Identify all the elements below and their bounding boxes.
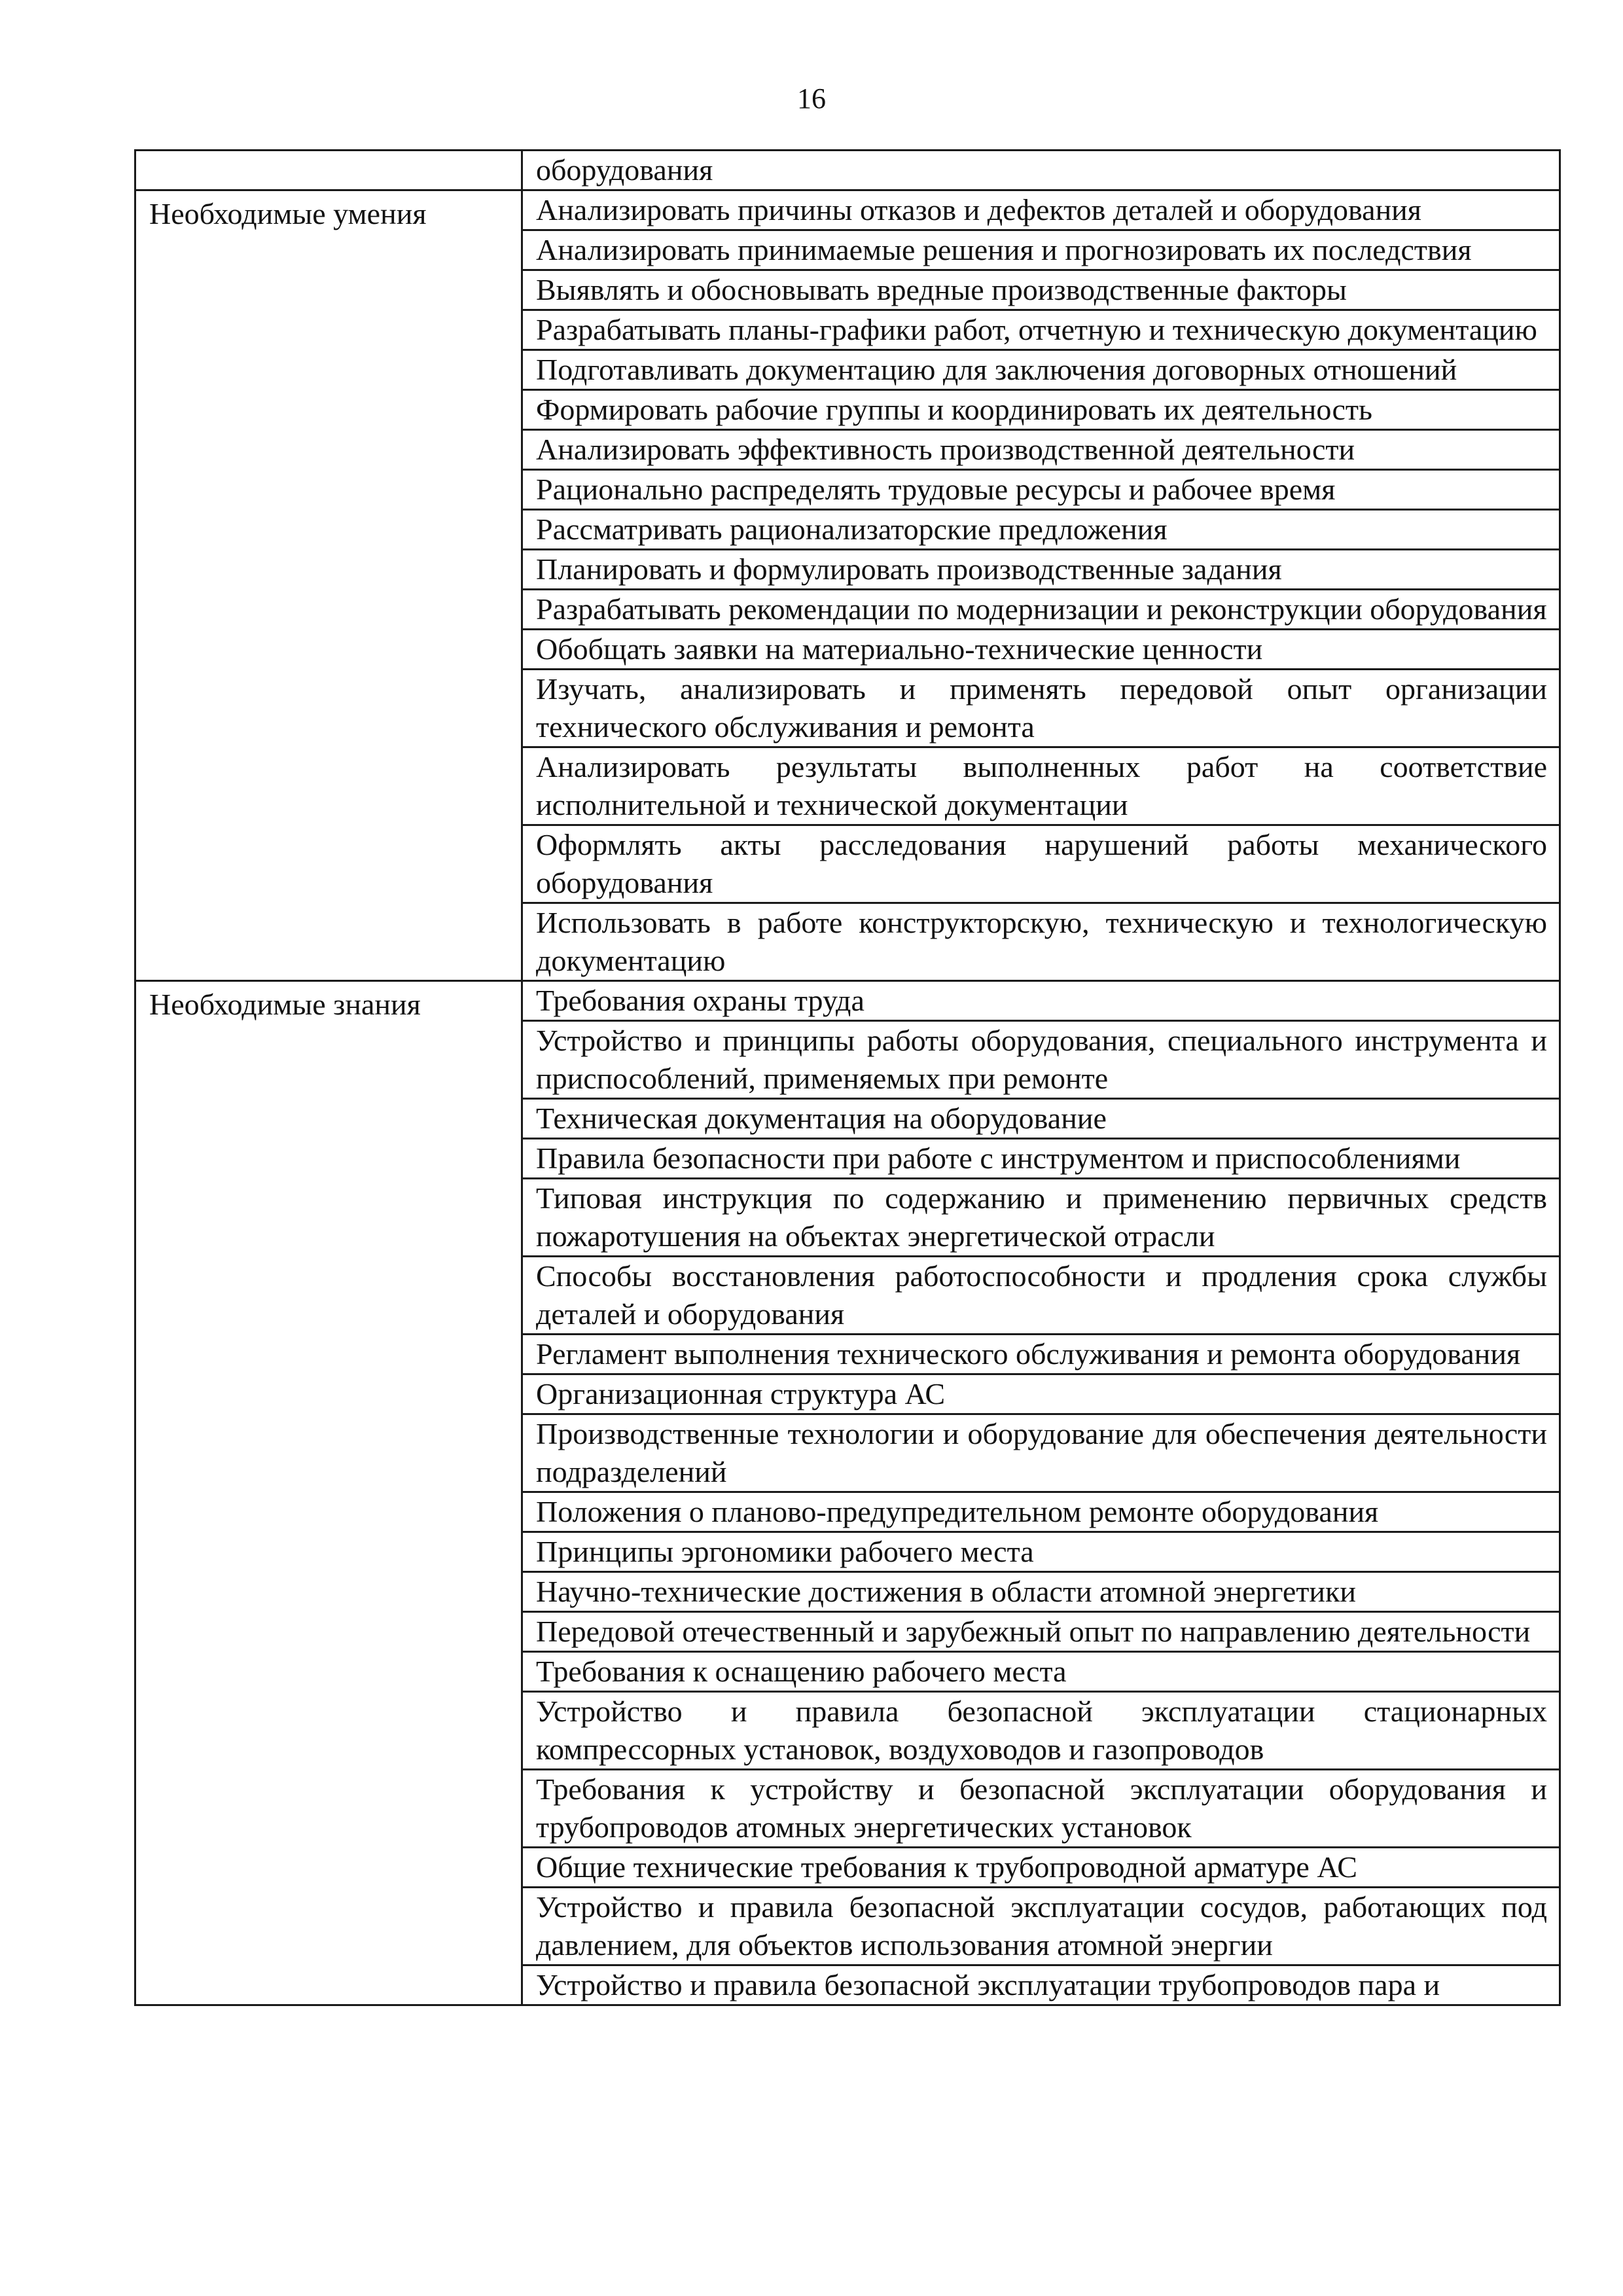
section-label: Необходимые знания — [149, 988, 421, 1021]
requirement-item: Обобщать заявки на материально-технические ценности — [522, 630, 1560, 670]
requirement-item: Требования охраны труда — [522, 981, 1560, 1021]
requirement-item: Устройство и правила безопасной эксплуатации стационарных компрессорных установок, воздуховодов и газопроводов — [522, 1692, 1560, 1770]
requirement-item: Изучать, анализировать и применять передовой опыт организации технического обслуживания и ремонта — [522, 670, 1560, 747]
section-label: Необходимые умения — [149, 197, 427, 230]
section-label-cell — [135, 151, 522, 190]
requirement-item: Типовая инструкция по содержанию и применению первичных средств пожаротушения на объектах энергетической отрасли — [522, 1179, 1560, 1257]
table-row — [135, 151, 1560, 190]
page-number: 16 — [797, 82, 826, 115]
requirement-item: Выявлять и обосновывать вредные производственные факторы — [522, 270, 1560, 310]
requirement-item: Регламент выполнения технического обслуживания и ремонта оборудования — [522, 1335, 1560, 1374]
requirement-item: Передовой отечественный и зарубежный опыт по направлению деятельности — [522, 1612, 1560, 1652]
requirement-item: Требования к устройству и безопасной эксплуатации оборудования и трубопроводов атомных энергетических установок — [522, 1770, 1560, 1848]
requirement-item: Рационально распределять трудовые ресурсы и рабочее время — [522, 470, 1560, 510]
requirement-item: Положения о планово-предупредительном ремонте оборудования — [522, 1492, 1560, 1532]
requirement-item: Принципы эргономики рабочего места — [522, 1532, 1560, 1572]
table-row — [135, 981, 1560, 1021]
requirement-item: Требования к оснащению рабочего места — [522, 1652, 1560, 1692]
requirement-item: Организационная структура АС — [522, 1374, 1560, 1414]
requirement-item: Рассматривать рационализаторские предложения — [522, 510, 1560, 550]
requirements-table — [134, 149, 1561, 2006]
requirement-item: Производственные технологии и оборудование для обеспечения деятельности подразделений — [522, 1414, 1560, 1492]
table-row — [135, 190, 1560, 230]
requirement-item: Оформлять акты расследования нарушений работы механического оборудования — [522, 825, 1560, 903]
requirement-item: Подготавливать документацию для заключения договорных отношений — [522, 350, 1560, 390]
requirement-item: Разрабатывать рекомендации по модернизации и реконструкции оборудования — [522, 590, 1560, 630]
requirement-item: Формировать рабочие группы и координировать их деятельность — [522, 390, 1560, 430]
requirement-item: Анализировать причины отказов и дефектов деталей и оборудования — [522, 190, 1560, 230]
requirement-item: Устройство и правила безопасной эксплуатации трубопроводов пара и — [522, 1965, 1560, 2005]
requirement-item: Правила безопасности при работе с инструментом и приспособлениями — [522, 1139, 1560, 1179]
requirement-item: Анализировать принимаемые решения и прогнозировать их последствия — [522, 230, 1560, 270]
requirements-table-body — [135, 151, 1560, 2005]
requirement-item: Устройство и принципы работы оборудования, специального инструмента и приспособлений, применяемых при ремонте — [522, 1021, 1560, 1099]
requirement-item: Разрабатывать планы-графики работ, отчетную и техническую документацию — [522, 310, 1560, 350]
requirement-item: Общие технические требования к трубопроводной арматуре АС — [522, 1848, 1560, 1888]
requirement-item: Анализировать эффективность производственной деятельности — [522, 430, 1560, 470]
section-label — [149, 151, 509, 155]
requirement-item: Научно-технические достижения в области атомной энергетики — [522, 1572, 1560, 1612]
requirement-item: Способы восстановления работоспособности и продления срока службы деталей и оборудования — [522, 1257, 1560, 1335]
requirement-item: Устройство и правила безопасной эксплуатации сосудов, работающих под давлением, для объектов использования атомной энергии — [522, 1888, 1560, 1965]
section-label-cell — [135, 981, 522, 2005]
section-label-cell — [135, 190, 522, 981]
requirement-item: Планировать и формулировать производственные задания — [522, 550, 1560, 590]
requirement-item: оборудования — [522, 151, 1560, 190]
requirement-item: Анализировать результаты выполненных работ на соответствие исполнительной и технической документации — [522, 747, 1560, 825]
requirement-item: Использовать в работе конструкторскую, техническую и технологическую документацию — [522, 903, 1560, 981]
requirement-item: Техническая документация на оборудование — [522, 1099, 1560, 1139]
